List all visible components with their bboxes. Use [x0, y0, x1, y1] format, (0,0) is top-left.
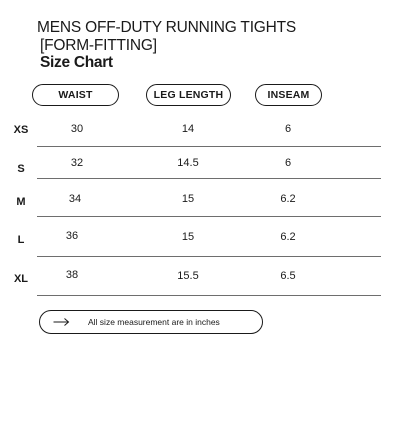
- waist-value-s: 32: [70, 157, 84, 169]
- row-divider: [37, 295, 381, 296]
- column-header-leg-length: LEG LENGTH: [146, 84, 231, 106]
- size-label-l: L: [17, 234, 25, 246]
- size-label-m: M: [16, 196, 26, 208]
- leg-length-value-l: 15: [181, 231, 195, 243]
- leg-length-value-m: 15: [181, 193, 195, 205]
- size-chart-heading: Size Chart: [40, 54, 113, 71]
- waist-value-xl: 38: [65, 269, 79, 281]
- leg-length-value-s: 14.5: [177, 157, 199, 169]
- row-divider: [37, 256, 381, 257]
- waist-value-m: 34: [68, 193, 82, 205]
- waist-value-xs: 30: [70, 123, 84, 135]
- row-divider: [37, 178, 381, 179]
- inseam-value-l: 6.2: [280, 231, 296, 243]
- leg-length-value-xs: 14: [181, 123, 195, 135]
- inseam-value-xs: 6: [284, 123, 292, 135]
- size-label-s: S: [17, 163, 25, 175]
- inseam-value-s: 6: [284, 157, 292, 169]
- title-line-2: [FORM-FITTING]: [40, 37, 157, 54]
- column-header-inseam: INSEAM: [255, 84, 322, 106]
- title-line-1: MENS OFF-DUTY RUNNING TIGHTS: [37, 19, 297, 36]
- measurement-note-text: All size measurement are in inches: [88, 317, 220, 327]
- leg-length-value-xl: 15.5: [177, 270, 199, 282]
- size-label-xs: XS: [13, 124, 29, 136]
- column-header-waist: WAIST: [32, 84, 119, 106]
- size-label-xl: XL: [13, 273, 29, 285]
- inseam-value-m: 6.2: [280, 193, 296, 205]
- row-divider: [37, 146, 381, 147]
- row-divider: [37, 216, 381, 217]
- measurement-note: [39, 310, 263, 334]
- waist-value-l: 36: [65, 230, 79, 242]
- inseam-value-xl: 6.5: [280, 270, 296, 282]
- arrow-right-icon: [53, 317, 70, 327]
